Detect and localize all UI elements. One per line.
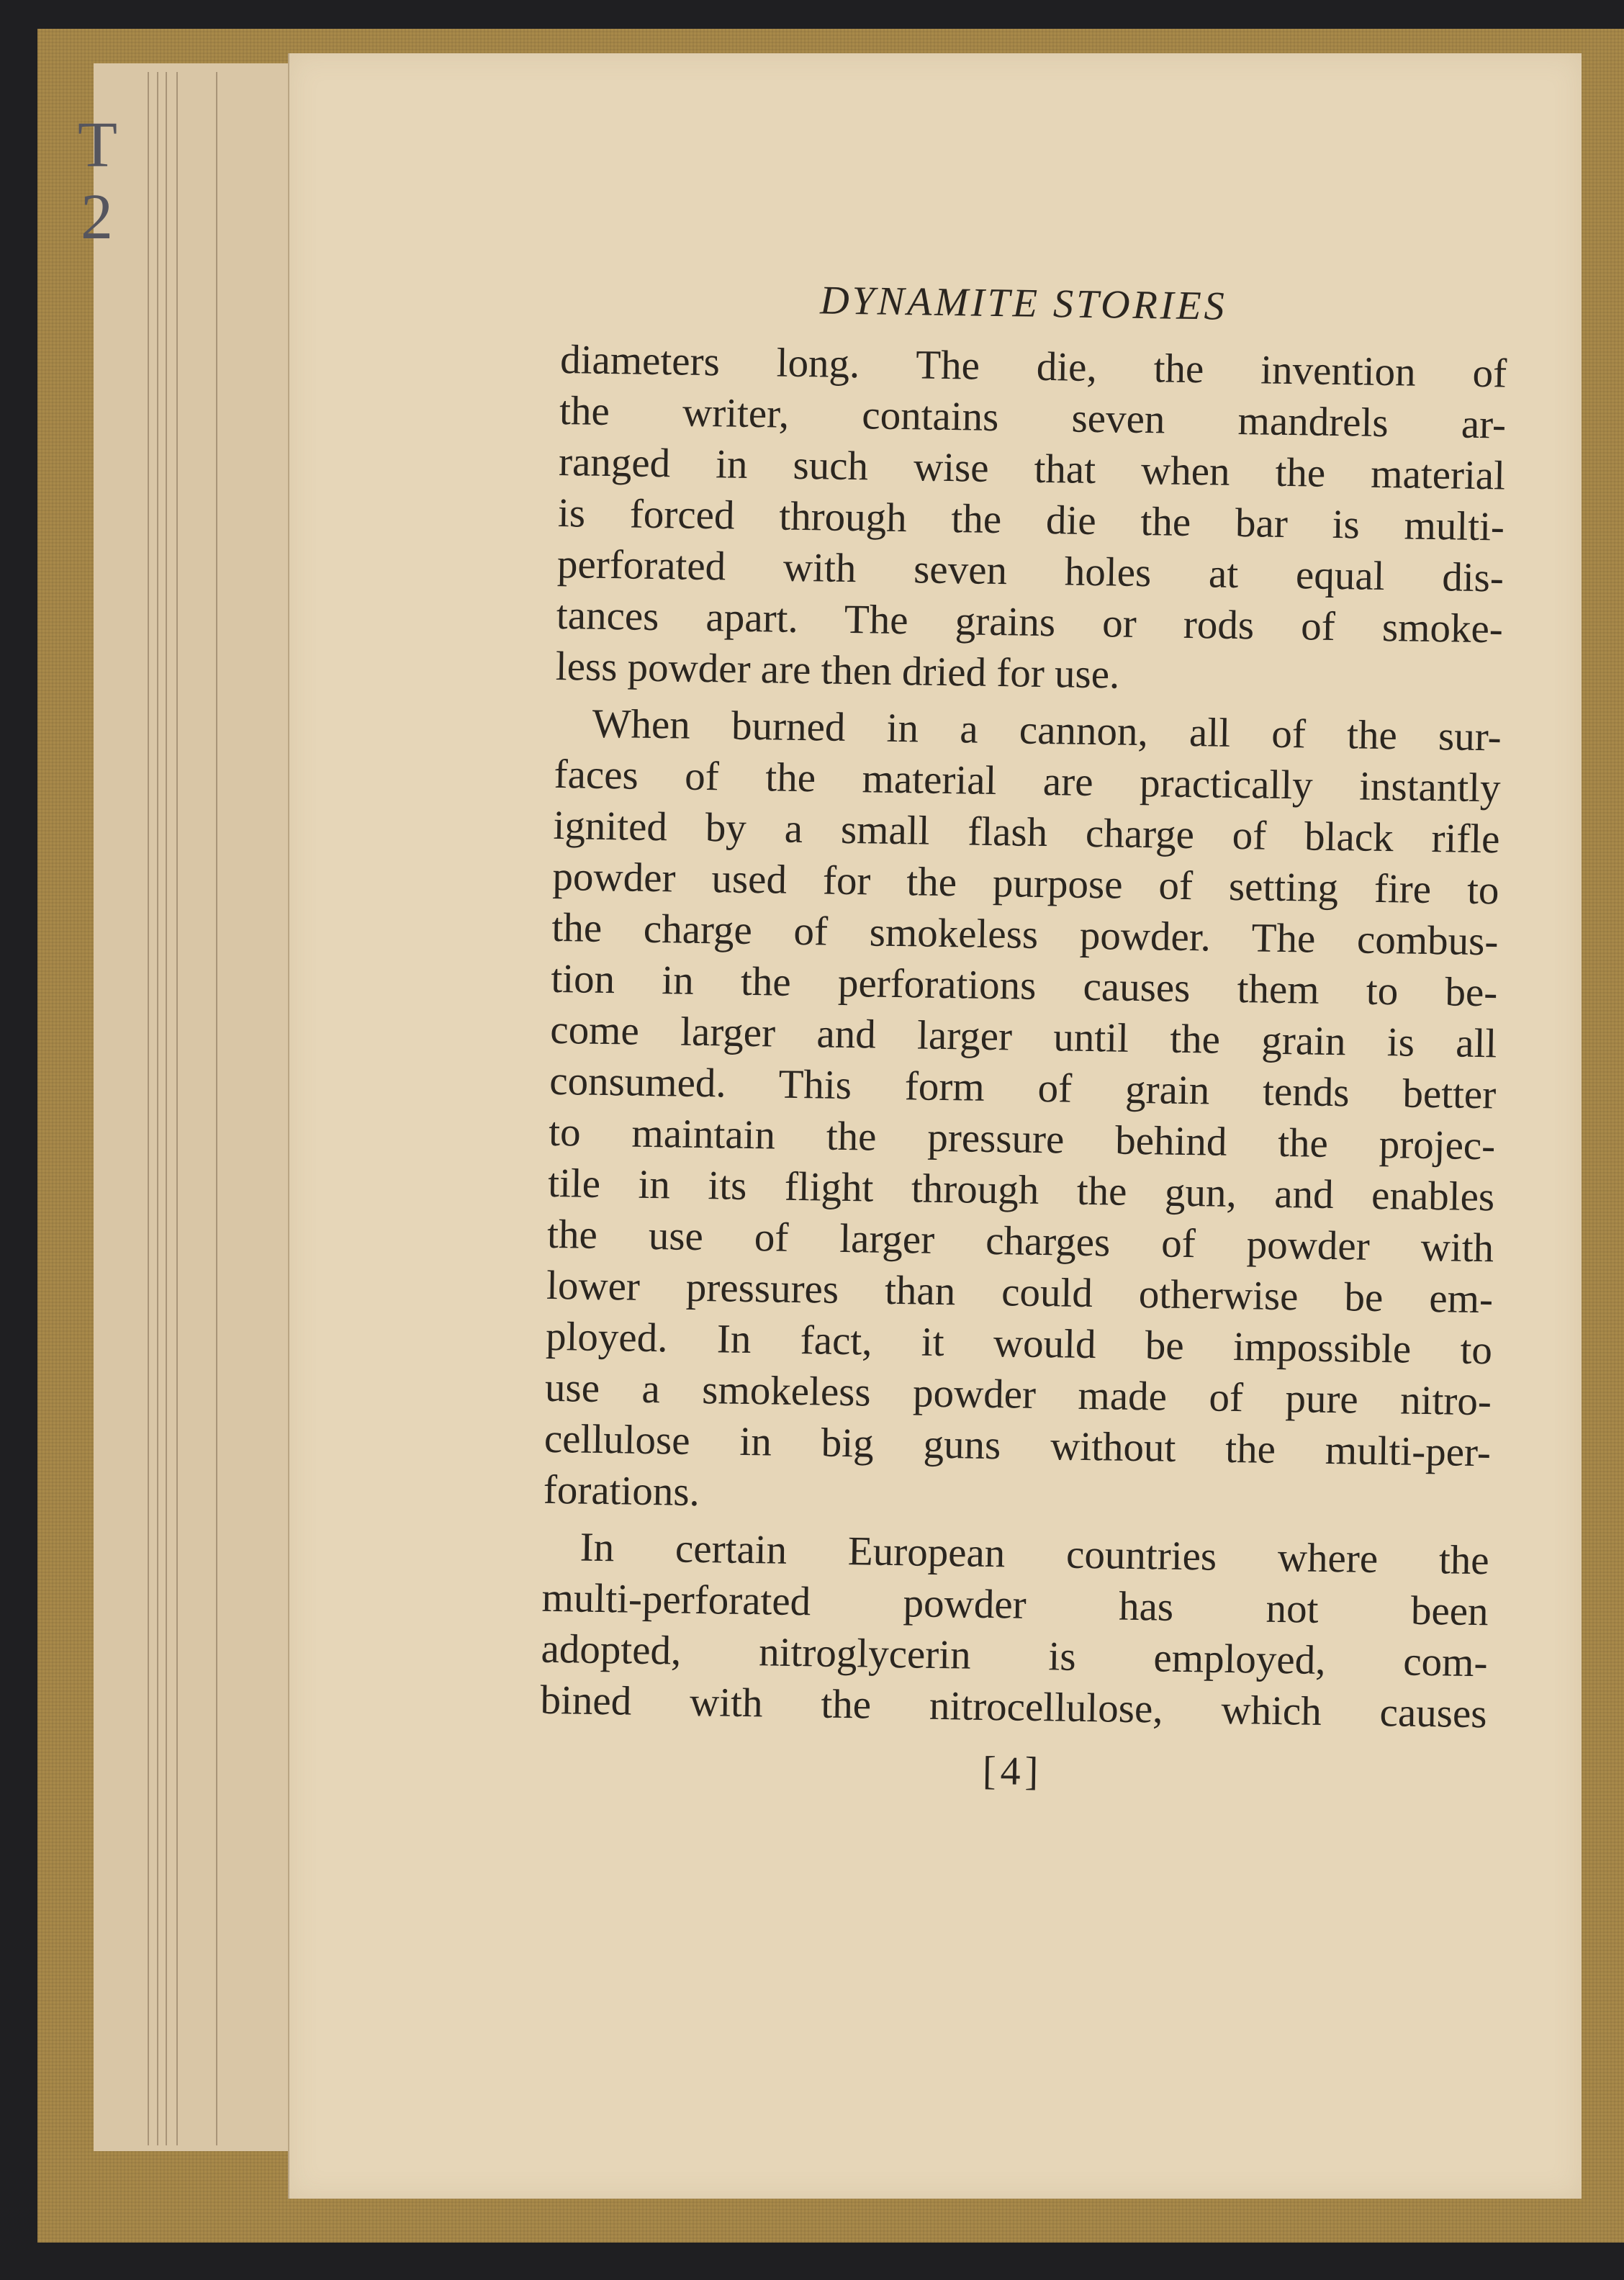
text-line: lower pressures than could otherwise be em- bbox=[546, 1262, 1494, 1323]
text-line: forations. bbox=[543, 1466, 700, 1515]
text-line: use a smokeless powder made of pure nitro- bbox=[544, 1364, 1492, 1425]
text-line: adopted, nitroglycerin is employed, com- bbox=[541, 1626, 1488, 1686]
text-line: consumed. This form of grain tends better bbox=[549, 1058, 1497, 1118]
text-line: bined with the nitrocellulose, which causes bbox=[540, 1677, 1487, 1737]
text-line: faces of the material are practically instantly bbox=[554, 751, 1502, 811]
running-head: DYNAMITE STORIES bbox=[819, 278, 1228, 329]
text-line: the writer, contains seven mandrels ar- bbox=[559, 387, 1507, 448]
text-line: tances apart. The grains or rods of smoke- bbox=[556, 592, 1504, 652]
text-line: When burned in a cannon, all of the sur- bbox=[592, 700, 1502, 760]
text-line: perforated with seven holes at equal dis- bbox=[556, 541, 1505, 601]
pencil-mark: 2 bbox=[81, 181, 113, 253]
page-edge bbox=[157, 72, 158, 2145]
page-edge bbox=[176, 72, 178, 2145]
text-line: In certain European countries where the bbox=[579, 1524, 1490, 1584]
text-line: cellulose in big guns without the multi-per- bbox=[543, 1415, 1492, 1476]
text-line: the charge of smokeless powder. The combus- bbox=[551, 904, 1499, 965]
text-line: come larger and larger until the grain is all bbox=[549, 1006, 1497, 1067]
text-line: less powder are then dried for use. bbox=[555, 643, 1120, 698]
text-line: tion in the perforations causes them to be- bbox=[551, 955, 1498, 1016]
page-number: [4] bbox=[982, 1748, 1043, 1795]
text-line: ployed. In fact, it would be impossible to bbox=[545, 1313, 1493, 1374]
pencil-mark: T bbox=[78, 109, 117, 181]
text-line: powder used for the purpose of setting fire to bbox=[552, 853, 1499, 914]
page-edge bbox=[148, 72, 149, 2145]
page-content bbox=[539, 274, 1508, 1801]
text-line: to maintain the pressure behind the projec- bbox=[548, 1109, 1496, 1169]
page-edge bbox=[166, 72, 167, 2145]
text-line: is forced through the die the bar is multi- bbox=[557, 490, 1505, 550]
text-line: diameters long. The die, the invention of bbox=[559, 336, 1507, 397]
text-line: tile in its flight through the gun, and enables bbox=[547, 1160, 1495, 1220]
text-line: ranged in such wise that when the material bbox=[558, 438, 1506, 499]
text-line: the use of larger charges of powder with bbox=[546, 1211, 1494, 1271]
page-edge bbox=[216, 72, 217, 2145]
text-line: ignited by a small flash charge of black rifle bbox=[553, 802, 1500, 862]
body-text bbox=[540, 334, 1507, 1739]
text-line: multi-perforated powder has not been bbox=[541, 1574, 1489, 1635]
left-page-stack bbox=[94, 63, 310, 2151]
